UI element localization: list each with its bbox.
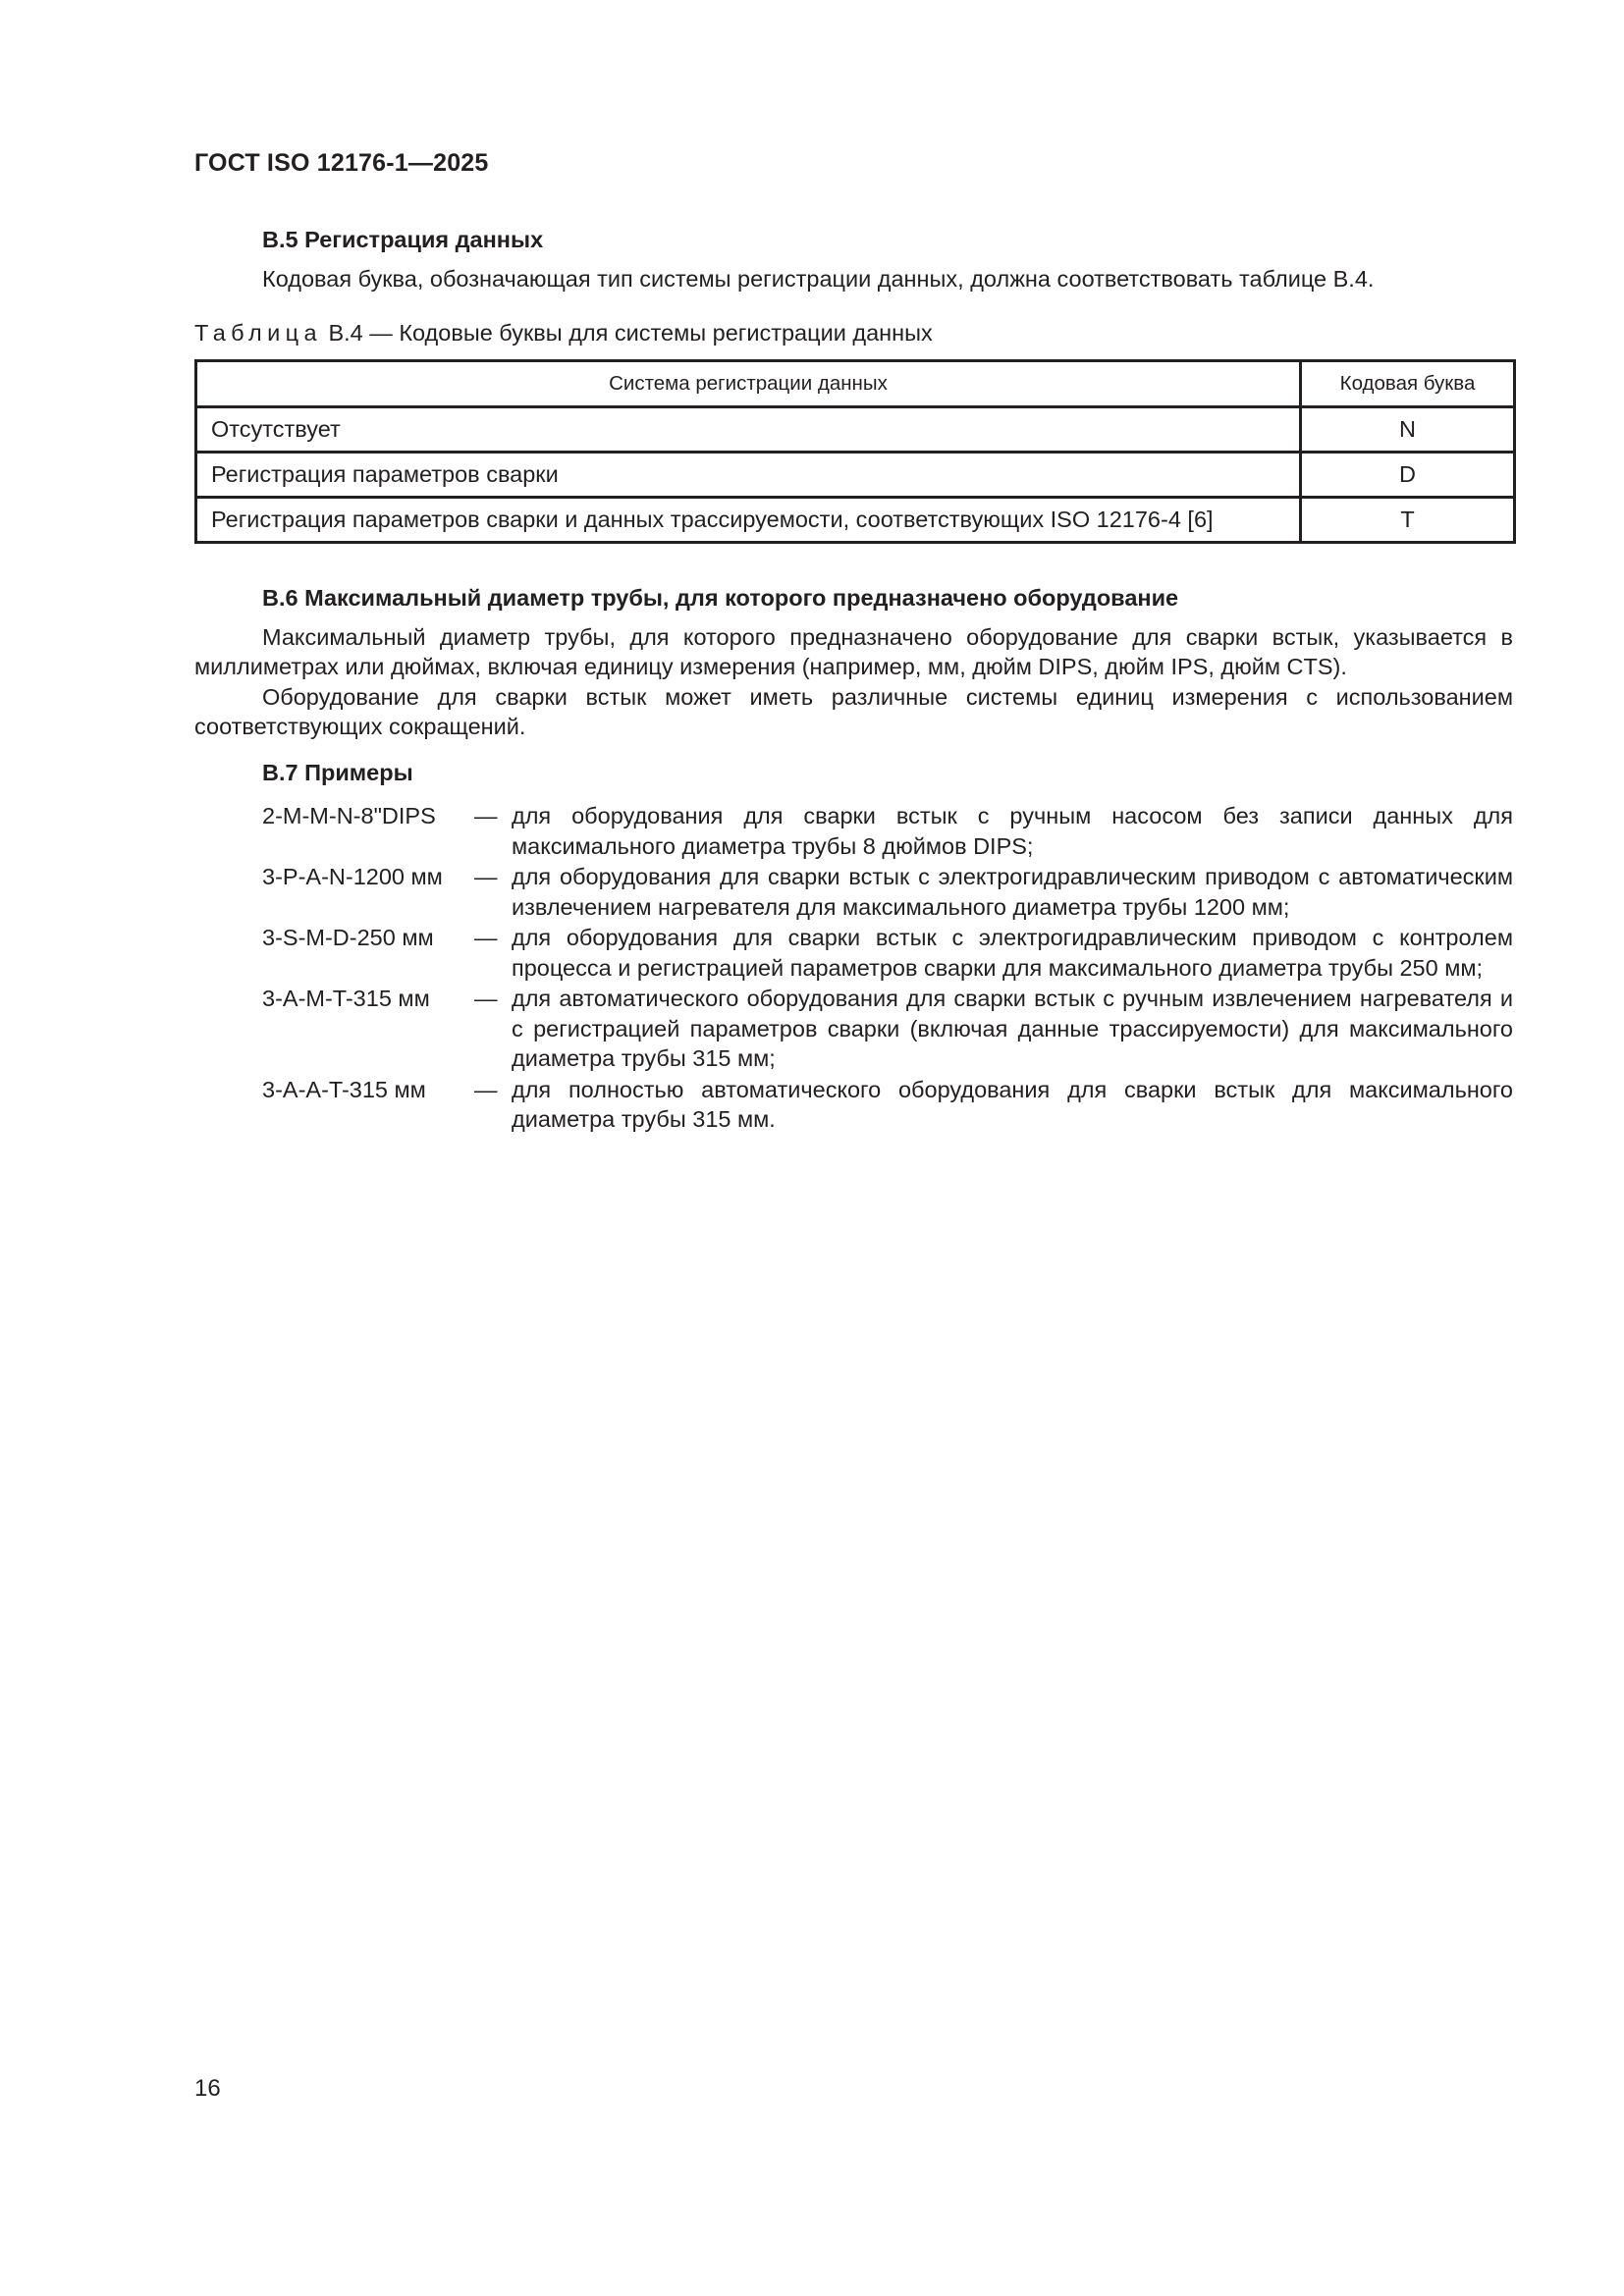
example-dash: —	[474, 1076, 498, 1102]
table-row	[196, 407, 1515, 453]
cell-code: D	[1301, 453, 1515, 498]
example-description: для автоматического оборудования для сварки встык с ручным извлечением нагревателя и с регистрацией параметров сварки (включая данные трассируемости) для максимального диаметра трубы 315 мм;	[512, 986, 1513, 1071]
section-b5-text: Кодовая буква, обозначающая тип системы регистрации данных, должна соответствовать таблице В.4.	[262, 266, 1375, 292]
table-row	[196, 453, 1515, 498]
section-b5-title: В.5 Регистрация данных	[262, 227, 544, 252]
document-header: ГОСТ ISO 12176-1—2025	[194, 149, 489, 177]
table-row	[196, 498, 1515, 543]
table-header-row	[196, 361, 1515, 407]
page-number: 16	[194, 2075, 221, 2102]
example-item	[262, 923, 1513, 983]
example-code: 3-A-A-T-315 мм	[262, 1076, 426, 1102]
example-item	[262, 1075, 1513, 1135]
example-description: для оборудования для сварки встык с электрогидравлическим приводом с контролем процесса и регистрацией параметров сварки для максимального диаметра трубы 250 мм;	[512, 925, 1513, 981]
table-caption-rest: В.4 — Кодовые буквы для системы регистрации данных	[321, 320, 933, 346]
example-dash: —	[474, 864, 498, 889]
section-b7-title: В.7 Примеры	[262, 760, 413, 785]
cell-code: T	[1301, 498, 1515, 543]
column-header-system: Система регистрации данных	[196, 361, 1301, 407]
example-dash: —	[474, 803, 498, 828]
table-b4-caption	[194, 320, 933, 347]
example-code: 2-M-M-N-8"DIPS	[262, 803, 436, 828]
examples-list	[262, 801, 1513, 1136]
section-b6-title: В.6 Максимальный диаметр трубы, для которого предназначено оборудование	[262, 585, 1179, 611]
example-description: для полностью автоматического оборудования для сварки встык для максимального диаметра трубы 315 мм.	[512, 1076, 1513, 1132]
column-header-code: Кодовая буква	[1301, 361, 1515, 407]
table-caption-prefix: Таблица	[194, 320, 322, 346]
example-dash: —	[474, 986, 498, 1011]
section-b6-paragraph: Максимальный диаметр трубы, для которого предназначено оборудование для сварки встык, указывается в миллиметрах или дюймах, включая единицу измерения (например, мм, дюйм DIPS, дюйм IPS, дюйм CTS).	[194, 624, 1513, 679]
example-code: 3-P-A-N-1200 мм	[262, 864, 443, 889]
example-dash: —	[474, 925, 498, 950]
example-item	[262, 984, 1513, 1074]
cell-system: Регистрация параметров сварки	[196, 453, 1301, 498]
cell-code: N	[1301, 407, 1515, 453]
cell-system: Регистрация параметров сварки и данных трассируемости, соответствующих ISO 12176-4 [6]	[196, 498, 1301, 543]
example-description: для оборудования для сварки встык с электрогидравлическим приводом с автоматическим извлечением нагревателя для максимального диаметра трубы 1200 мм;	[512, 864, 1513, 920]
example-item	[262, 862, 1513, 922]
table-b4	[194, 359, 1516, 544]
section-b6-paragraph: Оборудование для сварки встык может иметь различные системы единиц измерения с использованием соответствующих сокращений.	[194, 684, 1513, 739]
example-code: 3-A-M-T-315 мм	[262, 986, 430, 1011]
example-code: 3-S-M-D-250 мм	[262, 925, 434, 950]
example-item	[262, 801, 1513, 861]
example-description: для оборудования для сварки встык с ручным насосом без записи данных для максимального диаметра трубы 8 дюймов DIPS;	[512, 803, 1513, 859]
cell-system: Отсутствует	[196, 407, 1301, 453]
